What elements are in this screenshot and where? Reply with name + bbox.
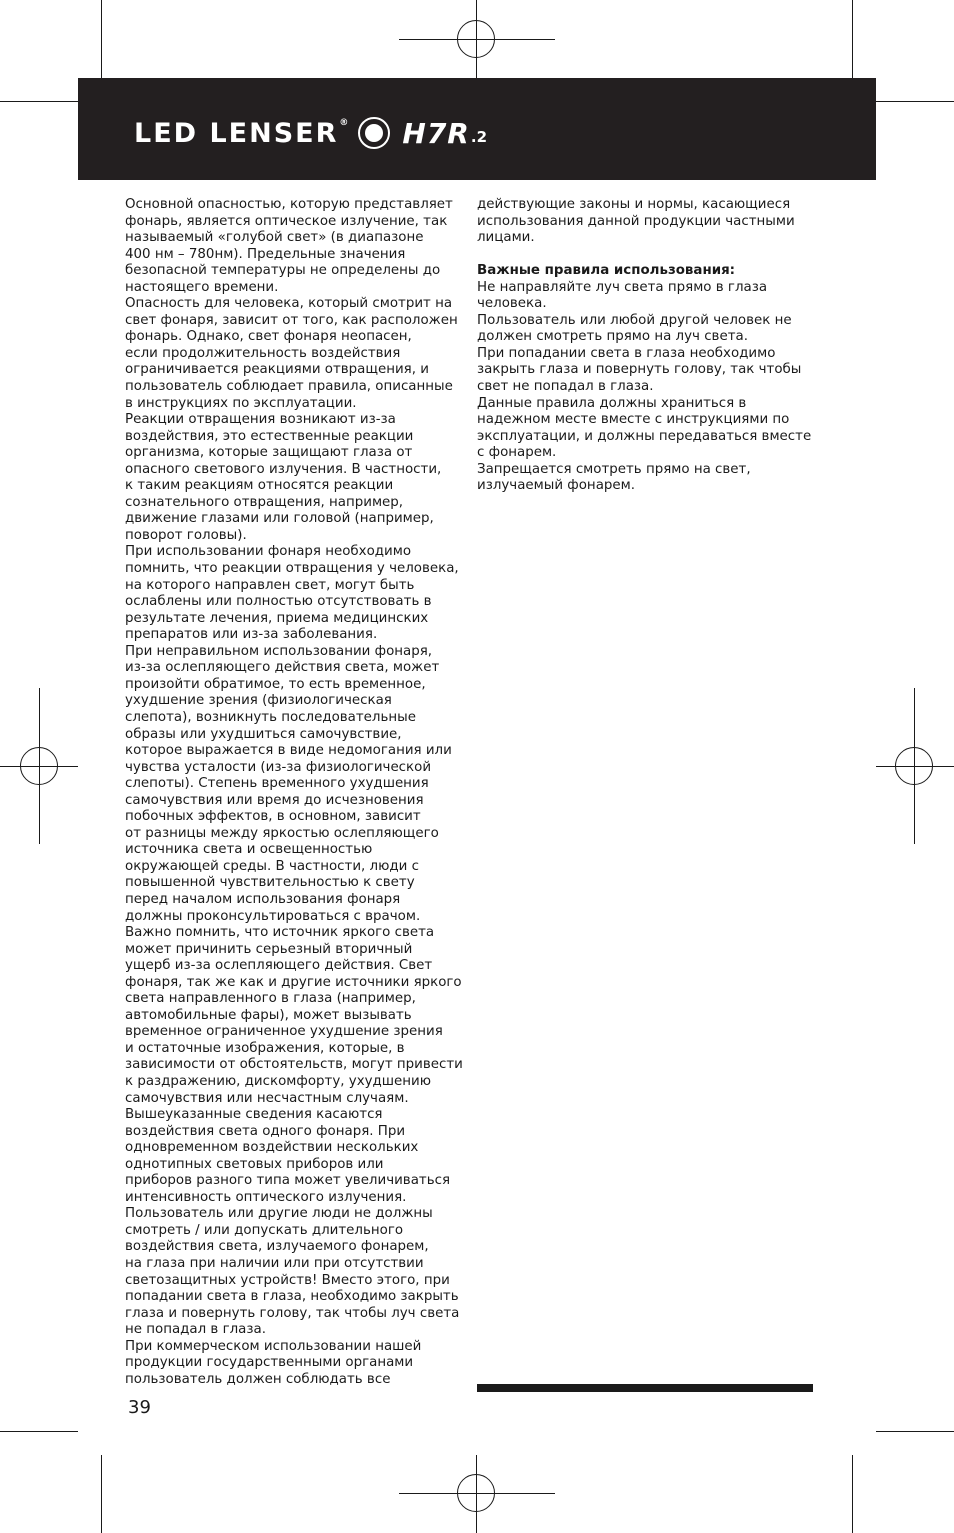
left-text-column <box>125 197 470 1388</box>
registration-mark-left-circle <box>20 747 58 785</box>
crop-mark <box>876 101 954 102</box>
model-name: H7R <box>402 116 470 150</box>
column-end-rule <box>477 1384 813 1392</box>
spacer <box>477 247 822 264</box>
crop-mark <box>0 101 78 102</box>
right-text-column <box>477 197 822 495</box>
crop-mark <box>876 1431 954 1432</box>
body-text: Основной опасностью, которую представляет фонарь, является оптическое излучение, так называемый «голубой свет» (в диапазоне 400 нм – 780нм). Предельные значения безопасной температуры не определены до настоящего времени. Опасность для человека, который смотрит на свет фонаря, зависит от того, как расположен фонарь. Однако, свет фонаря неопасен, если продолжительность воздействия ограничивается реакциями отвращения, и пользователь соблюдает правила, описанные в инструкциях по эксплуатации. Реакции отвращения возникают из-за воздействия, это естественные реакции организма, которые защищают глаза от опасного светового излучения. В частности, к таким реакциям относятся реакции сознательного отвращения, например, движение глазами или головой (например, поворот головы). При использовании фонаря необходимо помнить, что реакции отвращения у человека, на которого направлен свет, могут быть ослаблены или полностью отсутствовать в результате лечения, приема медицинских препаратов или из-за заболевания. При неправильном использовании фонаря, из-за ослепляющего действия света, может произойти обратимое, то есть временное, ухудшение зрения (физиологическая слепота), возникнуть последовательные образы или ухудшиться самочувствие, которое выражается в виде недомогания или чувства усталости (из-за физиологической слепоты). Степень временного ухудшения самочувствия или время до исчезновения побочных эффектов, в основном, зависит от разницы между яркостью ослепляющего источника света и освещенностью окружающей среды. В частности, люди с повышенной чувствительностью к свету перед началом использования фонаря должны проконсультироваться с врачом. Важно помнить, что источник яркого света может причинить серьезный вторичный ущерб из-за ослепляющего действия. Свет фонаря, так же как и другие источники яркого света направленного в глаза (например, автомобильные фары), может вызывать временное ограниченное ухудшение зрения и остаточные изображения, которые, в зависимости от обстоятельств, могут привести к раздражению, дискомфорту, ухудшению самочувствия или несчастным случаям. Вышеуказанные сведения касаются воздействия света одного фонаря. При одновременном воздействии нескольких однотипных световых приборов или приборов разного типа может увеличиваться интенсивность оптического излучения. Пользователь или другие люди не должны смотреть / или допускать длительного воздействия света, излучаемого фонарем, на глаза при наличии или при отсутствии светозащитных устройств! Вместо этого, при попадании света в глаза, необходимо закрыть глаза и повернуть голову, так чтобы луч света не попадал в глаза. При коммерческом использовании нашей продукции государственными органами пользователь должен соблюдать все <box>125 197 463 1387</box>
header-bar <box>78 78 876 180</box>
intro-text: действующие законы и нормы, касающиеся использования данной продукции частными лицами. <box>477 197 795 246</box>
crop-mark <box>0 1431 78 1432</box>
crop-mark <box>101 0 102 78</box>
rules-text: Не направляйте луч света прямо в глаза человека. Пользователь или любой другой человек не должен смотреть прямо на луч света. При попадании света в глаза необходимо закрыть глаза и повернуть голову, так чтобы свет не попадал в глаза. Данные правила должны храниться в надежном месте вместе с инструкциями по эксплуатации, и должны передаваться вместе с фонарем. Запрещается смотреть прямо на свет, излучаемый фонарем. <box>477 279 812 494</box>
registration-mark-right-circle <box>895 747 933 785</box>
crop-mark <box>852 1455 853 1533</box>
page-number: 39 <box>128 1397 151 1418</box>
model-suffix: .2 <box>470 128 488 146</box>
brand-logo <box>134 118 487 148</box>
crop-mark <box>101 1455 102 1533</box>
registration-mark-bottom-circle <box>457 1474 495 1512</box>
brand-name: LED LENSER <box>134 117 339 149</box>
registered-mark: ® <box>339 118 349 128</box>
registration-mark-top-circle <box>457 20 495 58</box>
rules-heading: Важные правила использования: <box>477 263 736 279</box>
circle-logo-icon <box>358 117 390 149</box>
crop-mark <box>852 0 853 78</box>
